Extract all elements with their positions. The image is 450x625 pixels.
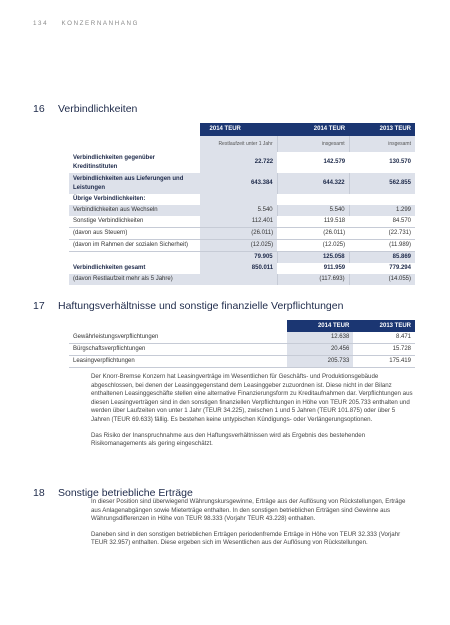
col-header-2: 2013 TEUR xyxy=(353,320,415,332)
table-row: Leasingverpflichtungen 205.733 175.419 xyxy=(69,356,415,368)
paragraph: In dieser Position sind überwiegend Währungskursgewinne, Erträge aus der Auflösung von Rückstellungen, Erträge aus Anlagenabgängen sowie Mieterträge enthalten. In den sonstigen betrieblichen Erträgen sind Gewinne aus Währungsdifferenzen in Höhe von TEUR 98.333 (Vorjahr TEUR 43.228) enthalten. xyxy=(91,498,406,523)
section-title: Verbindlichkeiten xyxy=(58,103,138,115)
table-row: Verbindlichkeiten gegenüber Kreditinstituten 22.722 142.579 130.570 xyxy=(69,152,415,173)
subheader-3: insgesamt xyxy=(349,136,415,152)
table-row: (davon aus Steuern) (26.011) (26.011) (22.731) xyxy=(69,228,415,240)
col-header-1: 2014 TEUR xyxy=(287,320,353,332)
table-row: Bürgschaftsverpflichtungen 20.456 15.728 xyxy=(69,344,415,356)
page-header xyxy=(33,20,139,27)
section-16-heading xyxy=(33,103,137,115)
table-row: Gewährleistungsverpflichtungen 12.638 8.471 xyxy=(69,332,415,344)
paragraph: Das Risiko der Inanspruchnahme aus den Haftungsverhältnissen wird als Ergebnis des bestehenden Risikomanagements als gering eingeschätzt. xyxy=(91,431,366,448)
header-title: KONZERNANHANG xyxy=(61,20,139,27)
section-18-text xyxy=(91,498,414,555)
section-title: Sonstige betriebliche Erträge xyxy=(58,487,193,499)
table-row: (davon im Rahmen der sozialen Sicherheit) (12.025) (12.025) (11.989) xyxy=(69,240,415,252)
table-row: Verbindlichkeiten gesamt 850.011 911.959 779.294 xyxy=(69,263,415,274)
section-number: 16 xyxy=(33,103,45,115)
table-row: 79.905 125.058 85.869 xyxy=(69,252,415,264)
paragraph: Der Knorr-Bremse Konzern hat Leasingverträge im Wesentlichen für Geschäfts- und Produktionsgebäude abgeschlossen, bei denen der Leasinggegenstand dem Leasinggeber zuzuordnen ist. Diese nicht in der Bilanz enthaltenen Leasinggeschäfte stellen eine alternative Finanzierungsform zu Kreditaufnahmen dar. Verpflichtungen aus diesen Leasingverträgen sind in den sonstigen finanziellen Verpflichtungen in Höhe von TEUR 205.733 enthalten und werden über Laufzeiten von unter 1 Jahr (TEUR 34.225), zwischen 1 und 5 Jahren (TEUR 101.875) oder über 5 Jahren (TEUR 69.633) fällig. Es bestehen keine untypischen Kündigungs- oder Verlängerungsoptionen. xyxy=(91,373,413,423)
col-header-1: 2014 TEUR xyxy=(200,123,278,136)
page-number: 134 xyxy=(33,20,49,27)
col-header-2: 2014 TEUR xyxy=(277,123,349,136)
table-row: Sonstige Verbindlichkeiten 112.401 119.518 84.570 xyxy=(69,216,415,228)
section-number: 18 xyxy=(33,487,45,499)
liabilities-table xyxy=(69,123,415,285)
empty-header xyxy=(69,123,200,136)
table-row: Übrige Verbindlichkeiten: xyxy=(69,194,415,205)
col-header-3: 2013 TEUR xyxy=(349,123,415,136)
section-17-heading xyxy=(33,300,343,312)
paragraph: Daneben sind in den sonstigen betrieblichen Erträgen periodenfremde Erträge in Höhe von TEUR 32.333 (Vorjahr TEUR 32.957) enthalten. Diese ergeben sich im Wesentlichen aus der Auflösung von Rückstellungen. xyxy=(91,530,401,547)
subheader-2: insgesamt xyxy=(277,136,349,152)
table-row: Verbindlichkeiten aus Lieferungen und Leistungen 643.384 644.322 562.855 xyxy=(69,173,415,194)
table-row: (davon Restlaufzeit mehr als 5 Jahre) (117.693) (14.055) xyxy=(69,274,415,285)
section-17-text xyxy=(91,373,414,456)
table-row: Verbindlichkeiten aus Wechseln 5.540 5.540 1.299 xyxy=(69,205,415,216)
section-number: 17 xyxy=(33,300,45,312)
contingencies-table xyxy=(69,320,415,368)
subheader-1: Restlaufzeit unter 1 Jahr xyxy=(200,136,278,152)
section-title: Haftungsverhältnisse und sonstige finanzielle Verpflichtungen xyxy=(58,300,344,312)
